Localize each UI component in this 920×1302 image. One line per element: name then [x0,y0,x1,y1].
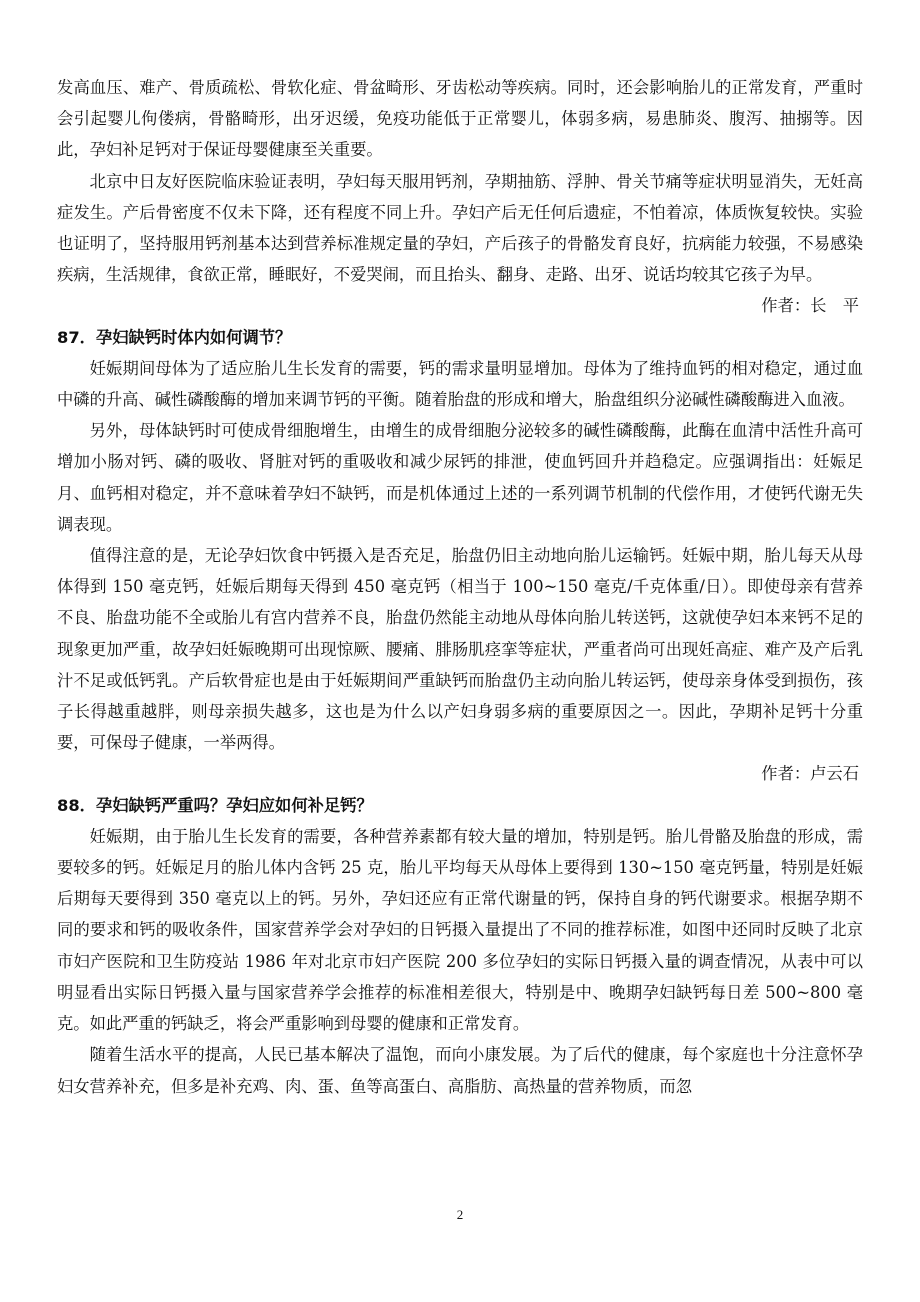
page-content [57,72,863,1102]
section-heading-87: 87．孕妇缺钙时体内如何调节？ [57,327,292,347]
paragraph: 妊娠期，由于胎儿生长发育的需要，各种营养素都有较大量的增加，特别是钙。胎儿骨骼及胎盘的形成，需要较多的钙。妊娠足月的胎儿体内含钙 25 克，胎儿平均每天从母体上要得到 130~150 毫克钙量，特别是妊娠后期每天要得到 350 毫克以上的钙。另外，孕妇还应有正常代谢量的钙，保持自身的钙代谢要求。根据孕期不同的要求和钙的吸收条件，国家营养学会对孕妇的日钙摄入量提出了不同的推荐标准，如图中还同时反映了北京市妇产医院和卫生防疫站 1986 年对北京市妇产医院 200 多位孕妇的实际日钙摄入量的调查情况，从表中可以明显看出实际日钙摄入量与国家营养学会推荐的标准相差很大，特别是中、晚期孕妇缺钙每日差 500~800 毫克。如此严重的钙缺乏，将会严重影响到母婴的健康和正常发育。 [57,826,863,1034]
paragraph: 另外，母体缺钙时可使成骨细胞增生，由增生的成骨细胞分泌较多的碱性磷酸酶，此酶在血清中活性升高可增加小肠对钙、磷的吸收、肾脏对钙的重吸收和减少尿钙的排泄，使血钙回升并趋稳定。应强调指出：妊娠足月、血钙相对稳定，并不意味着孕妇不缺钙，而是机体通过上述的一系列调节机制的代偿作用，才使钙代谢无失调表现。 [57,421,863,534]
page-number: 2 [456,1207,464,1222]
paragraph: 随着生活水平的提高，人民已基本解决了温饱，而向小康发展。为了后代的健康，每个家庭也十分注意怀孕妇女营养补充，但多是补充鸡、肉、蛋、鱼等高蛋白、高脂肪、高热量的营养物质，而忽 [57,1045,863,1096]
paragraph: 发高血压、难产、骨质疏松、骨软化症、骨盆畸形、牙齿松动等疾病。同时，还会影响胎儿的正常发育，严重时会引起婴儿佝偻病，骨骼畸形，出牙迟缓，免疫功能低于正常婴儿，体弱多病，易患肺炎、腹泻、抽搦等。因此，孕妇补足钙对于保证母婴健康至关重要。 [57,78,863,160]
paragraph: 值得注意的是，无论孕妇饮食中钙摄入是否充足，胎盘仍旧主动地向胎儿运输钙。妊娠中期，胎儿每天从母体得到 150 毫克钙，妊娠后期每天得到 450 毫克钙（相当于 100~150 毫克/千克体重/日）。即使母亲有营养不良、胎盘功能不全或胎儿有宫内营养不良，胎盘仍然能主动地从母体向胎儿转送钙，这就使孕妇本来钙不足的现象更加严重，故孕妇妊娠晚期可出现惊厥、腰痛、腓肠肌痉挛等症状，严重者尚可出现妊高症、难产及产后乳汁不足或低钙乳。产后软骨症也是由于妊娠期间严重缺钙而胎盘仍主动向胎儿转运钙，使母亲身体受到损伤，孩子长得越重越胖，则母亲损失越多，这也是为什么以产妇身弱多病的重要原因之一。因此，孕期补足钙十分重要，可保母子健康，一举两得。 [57,546,863,753]
author-line: 作者：卢云石 [761,764,859,784]
section-heading-88: 88．孕妇缺钙严重吗？孕妇应如何补足钙？ [57,795,373,815]
paragraph: 北京中日友好医院临床验证表明，孕妇每天服用钙剂，孕期抽筋、浮肿、骨关节痛等症状明显消失，无妊高症发生。产后骨密度不仅未下降，还有程度不同上升。孕妇产后无任何后遗症，不怕着凉，体质恢复较快。实验也证明了，坚持服用钙剂基本达到营养标准规定量的孕妇，产后孩子的骨骼发育良好，抗病能力较强，不易感染疾病，生活规律，食欲正常，睡眠好，不爱哭闹，而且抬头、翻身、走路、出牙、说话均较其它孩子为早。 [57,171,863,285]
author-line: 作者：长 平 [761,296,859,316]
paragraph: 妊娠期间母体为了适应胎儿生长发育的需要，钙的需求量明显增加。母体为了维持血钙的相对稳定，通过血中磷的升高、碱性磷酸酶的增加来调节钙的平衡。随着胎盘的形成和增大，胎盘组织分泌碱性磷酸酶进入血液。 [57,358,863,410]
